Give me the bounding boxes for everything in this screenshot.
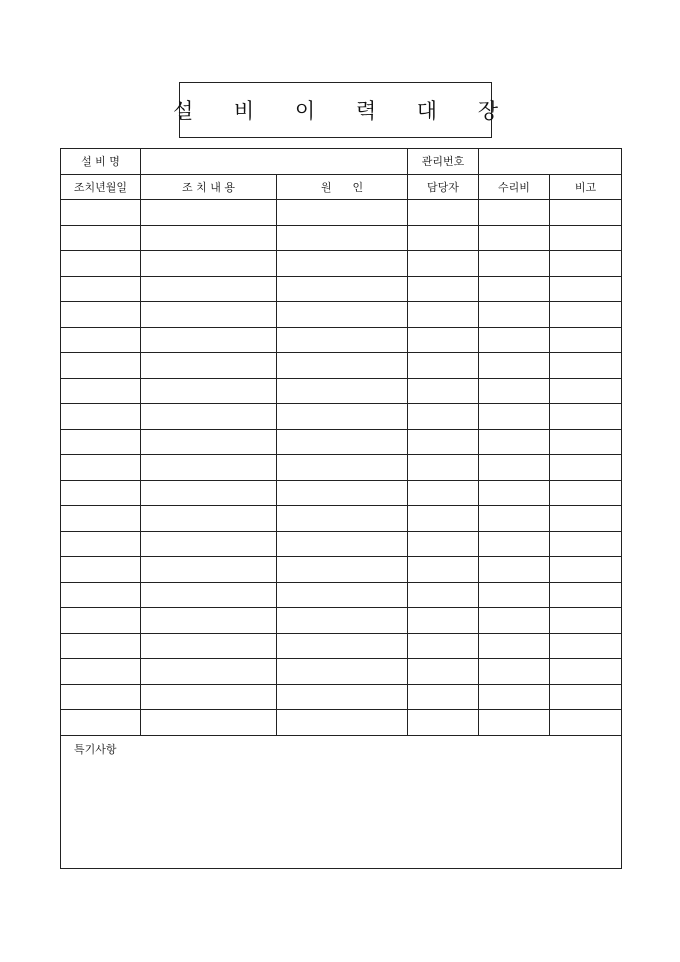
cell-cause[interactable] [277, 429, 408, 455]
equipment-name-field[interactable] [141, 149, 408, 175]
cell-person-in-charge[interactable] [408, 353, 479, 379]
cell-action-details[interactable] [141, 276, 277, 302]
cell-person-in-charge[interactable] [408, 276, 479, 302]
cell-cause[interactable] [277, 506, 408, 532]
cell-person-in-charge[interactable] [408, 225, 479, 251]
cell-person-in-charge[interactable] [408, 582, 479, 608]
cell-person-in-charge[interactable] [408, 480, 479, 506]
cell-remarks[interactable] [550, 480, 622, 506]
cell-cause[interactable] [277, 225, 408, 251]
cell-remarks[interactable] [550, 531, 622, 557]
cell-remarks[interactable] [550, 276, 622, 302]
cell-action-details[interactable] [141, 480, 277, 506]
cell-repair-cost[interactable] [479, 531, 550, 557]
cell-person-in-charge[interactable] [408, 531, 479, 557]
cell-repair-cost[interactable] [479, 557, 550, 583]
cell-repair-cost[interactable] [479, 251, 550, 277]
management-no-field[interactable] [479, 149, 622, 175]
cell-repair-cost[interactable] [479, 506, 550, 532]
cell-remarks[interactable] [550, 404, 622, 430]
cell-repair-cost[interactable] [479, 582, 550, 608]
cell-cause[interactable] [277, 710, 408, 736]
cell-action-date[interactable] [61, 659, 141, 685]
cell-action-details[interactable] [141, 353, 277, 379]
cell-repair-cost[interactable] [479, 659, 550, 685]
cell-action-date[interactable] [61, 608, 141, 634]
table-row [61, 404, 622, 430]
cell-action-date[interactable] [61, 557, 141, 583]
cell-person-in-charge[interactable] [408, 404, 479, 430]
info-row [61, 149, 622, 175]
notes-label: 특기사항 [74, 742, 117, 756]
cell-cause[interactable] [277, 608, 408, 634]
cell-action-date[interactable] [61, 506, 141, 532]
cell-cause[interactable] [277, 378, 408, 404]
cell-person-in-charge[interactable] [408, 327, 479, 353]
header-person-in-charge: 담당자 [408, 174, 479, 200]
cell-action-date[interactable] [61, 276, 141, 302]
table-row [61, 327, 622, 353]
cell-repair-cost[interactable] [479, 378, 550, 404]
cell-person-in-charge[interactable] [408, 251, 479, 277]
cell-repair-cost[interactable] [479, 455, 550, 481]
header-row [61, 174, 622, 200]
table-row [61, 633, 622, 659]
cell-repair-cost[interactable] [479, 302, 550, 328]
cell-action-details[interactable] [141, 404, 277, 430]
cell-action-details[interactable] [141, 225, 277, 251]
table-row [61, 225, 622, 251]
table-row [61, 710, 622, 736]
cell-action-details[interactable] [141, 659, 277, 685]
title-box [172, 82, 516, 138]
cell-repair-cost[interactable] [479, 633, 550, 659]
cell-remarks[interactable] [550, 429, 622, 455]
cell-cause[interactable] [277, 480, 408, 506]
cell-repair-cost[interactable] [479, 710, 550, 736]
cell-action-date[interactable] [61, 378, 141, 404]
cell-action-date[interactable] [61, 531, 141, 557]
cell-repair-cost[interactable] [479, 429, 550, 455]
notes-row [61, 735, 622, 868]
cell-person-in-charge[interactable] [408, 506, 479, 532]
cell-action-details[interactable] [141, 531, 277, 557]
cell-person-in-charge[interactable] [408, 429, 479, 455]
cell-person-in-charge[interactable] [408, 302, 479, 328]
cell-repair-cost[interactable] [479, 608, 550, 634]
cell-action-details[interactable] [141, 608, 277, 634]
cell-action-date[interactable] [61, 710, 141, 736]
cell-action-details[interactable] [141, 200, 277, 226]
cell-remarks[interactable] [550, 251, 622, 277]
cell-repair-cost[interactable] [479, 353, 550, 379]
cell-remarks[interactable] [550, 506, 622, 532]
cell-action-details[interactable] [141, 684, 277, 710]
cell-remarks[interactable] [550, 633, 622, 659]
cell-action-details[interactable] [141, 429, 277, 455]
cell-action-date[interactable] [61, 480, 141, 506]
cell-cause[interactable] [277, 200, 408, 226]
cell-cause[interactable] [277, 353, 408, 379]
cell-remarks[interactable] [550, 557, 622, 583]
table-row [61, 480, 622, 506]
equipment-history-table [60, 148, 622, 869]
table-row [61, 557, 622, 583]
cell-person-in-charge[interactable] [408, 608, 479, 634]
cell-remarks[interactable] [550, 455, 622, 481]
table-row [61, 302, 622, 328]
header-repair-cost: 수리비 [479, 174, 550, 200]
cell-cause[interactable] [277, 327, 408, 353]
cell-action-details[interactable] [141, 302, 277, 328]
cell-action-date[interactable] [61, 327, 141, 353]
cell-action-date[interactable] [61, 302, 141, 328]
cell-repair-cost[interactable] [479, 225, 550, 251]
table-row [61, 684, 622, 710]
header-action-details: 조 치 내 용 [141, 174, 277, 200]
table-row [61, 506, 622, 532]
cell-remarks[interactable] [550, 225, 622, 251]
table-row [61, 659, 622, 685]
cell-repair-cost[interactable] [479, 200, 550, 226]
management-no-label: 관리번호 [408, 149, 479, 175]
cell-remarks[interactable] [550, 327, 622, 353]
cell-remarks[interactable] [550, 684, 622, 710]
table-row [61, 608, 622, 634]
cell-action-date[interactable] [61, 200, 141, 226]
table-row [61, 429, 622, 455]
table-row [61, 582, 622, 608]
cell-remarks[interactable] [550, 608, 622, 634]
cell-cause[interactable] [277, 251, 408, 277]
cell-action-date[interactable] [61, 404, 141, 430]
cell-action-details[interactable] [141, 710, 277, 736]
cell-person-in-charge[interactable] [408, 633, 479, 659]
cell-person-in-charge[interactable] [408, 710, 479, 736]
table-row [61, 251, 622, 277]
table-row [61, 378, 622, 404]
table-row [61, 353, 622, 379]
cell-remarks[interactable] [550, 200, 622, 226]
table-row [61, 276, 622, 302]
cell-remarks[interactable] [550, 378, 622, 404]
cell-action-details[interactable] [141, 378, 277, 404]
cell-person-in-charge[interactable] [408, 659, 479, 685]
cell-action-details[interactable] [141, 557, 277, 583]
cell-person-in-charge[interactable] [408, 684, 479, 710]
equipment-name-label: 설 비 명 [61, 149, 141, 175]
cell-cause[interactable] [277, 404, 408, 430]
table-row [61, 455, 622, 481]
page-title: 설 비 이 력 대 장 [172, 99, 516, 123]
cell-action-date[interactable] [61, 633, 141, 659]
header-action-date: 조치년월일 [61, 174, 141, 200]
cell-person-in-charge[interactable] [408, 200, 479, 226]
cell-remarks[interactable] [550, 353, 622, 379]
cell-cause[interactable] [277, 684, 408, 710]
cell-person-in-charge[interactable] [408, 455, 479, 481]
cell-action-date[interactable] [61, 251, 141, 277]
cell-action-details[interactable] [141, 327, 277, 353]
cell-action-details[interactable] [141, 251, 277, 277]
cell-action-details[interactable] [141, 506, 277, 532]
cell-repair-cost[interactable] [479, 404, 550, 430]
table-row [61, 531, 622, 557]
cell-cause[interactable] [277, 455, 408, 481]
cell-person-in-charge[interactable] [408, 557, 479, 583]
cell-cause[interactable] [277, 557, 408, 583]
cell-cause[interactable] [277, 302, 408, 328]
cell-action-date[interactable] [61, 582, 141, 608]
cell-cause[interactable] [277, 531, 408, 557]
cell-cause[interactable] [277, 659, 408, 685]
notes-cell[interactable] [61, 735, 622, 868]
cell-remarks[interactable] [550, 710, 622, 736]
cell-repair-cost[interactable] [479, 276, 550, 302]
cell-action-date[interactable] [61, 225, 141, 251]
cell-action-date[interactable] [61, 455, 141, 481]
cell-action-details[interactable] [141, 633, 277, 659]
cell-action-date[interactable] [61, 353, 141, 379]
cell-action-date[interactable] [61, 429, 141, 455]
cell-action-date[interactable] [61, 684, 141, 710]
cell-repair-cost[interactable] [479, 684, 550, 710]
cell-remarks[interactable] [550, 302, 622, 328]
cell-cause[interactable] [277, 633, 408, 659]
header-cause: 원 인 [277, 174, 408, 200]
cell-remarks[interactable] [550, 659, 622, 685]
cell-action-details[interactable] [141, 582, 277, 608]
cell-repair-cost[interactable] [479, 327, 550, 353]
cell-person-in-charge[interactable] [408, 378, 479, 404]
table-row [61, 200, 622, 226]
cell-remarks[interactable] [550, 582, 622, 608]
cell-repair-cost[interactable] [479, 480, 550, 506]
cell-cause[interactable] [277, 582, 408, 608]
cell-cause[interactable] [277, 276, 408, 302]
header-remarks: 비고 [550, 174, 622, 200]
cell-action-details[interactable] [141, 455, 277, 481]
